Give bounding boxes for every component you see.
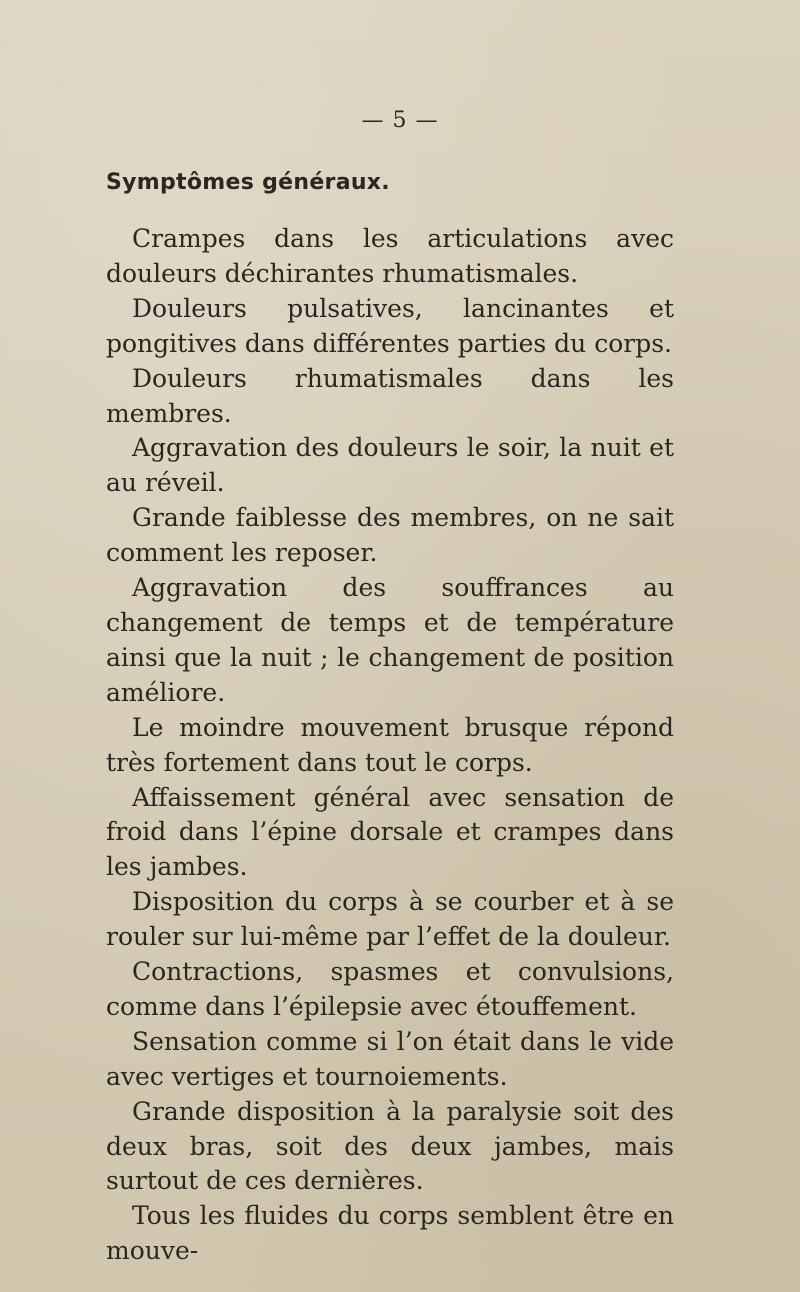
symptom-paragraph: Sensation comme si l’on était dans le vide avec vertiges et tournoiements. — [106, 1026, 674, 1091]
symptom-paragraph: Disposition du corps à se courber et à se rouler sur lui-même par l’effet de la douleur. — [106, 887, 674, 952]
symptom-paragraph: Grande faiblesse des membres, on ne sait comment les reposer. — [106, 503, 674, 568]
section-heading: Symptômes généraux. — [106, 170, 390, 195]
symptom-paragraph: Affaissement général avec sensation de froid dans l’épine dorsale et crampes dans les jambes. — [106, 782, 674, 882]
symptom-paragraph: Grande disposition à la paralysie soit des deux bras, soit des deux jambes, mais surtout de ces dernières. — [106, 1096, 674, 1196]
symptom-paragraph: Aggravation des souffrances au changement de temps et de température ainsi que la nuit ; le changement de position améliore. — [106, 573, 674, 707]
symptom-paragraph: Douleurs rhumatismales dans les membres. — [106, 363, 674, 428]
symptom-paragraph: Douleurs pulsatives, lancinantes et pongitives dans différentes parties du corps. — [106, 293, 674, 358]
symptom-paragraph: Contractions, spasmes et convulsions, comme dans l’épilepsie avec étouffement. — [106, 957, 674, 1021]
symptom-paragraph: Tous les fluides du corps semblent être en mouve- — [106, 1201, 674, 1266]
symptom-paragraph: Crampes dans les articulations avec douleurs déchirantes rhumatismales. — [106, 224, 674, 288]
symptom-list — [106, 222, 674, 1269]
page-number: — 5 — — [361, 108, 439, 133]
symptom-paragraph: Aggravation des douleurs le soir, la nuit et au réveil. — [106, 433, 674, 498]
symptom-paragraph: Le moindre mouvement brusque répond très fortement dans tout le corps. — [106, 712, 674, 777]
